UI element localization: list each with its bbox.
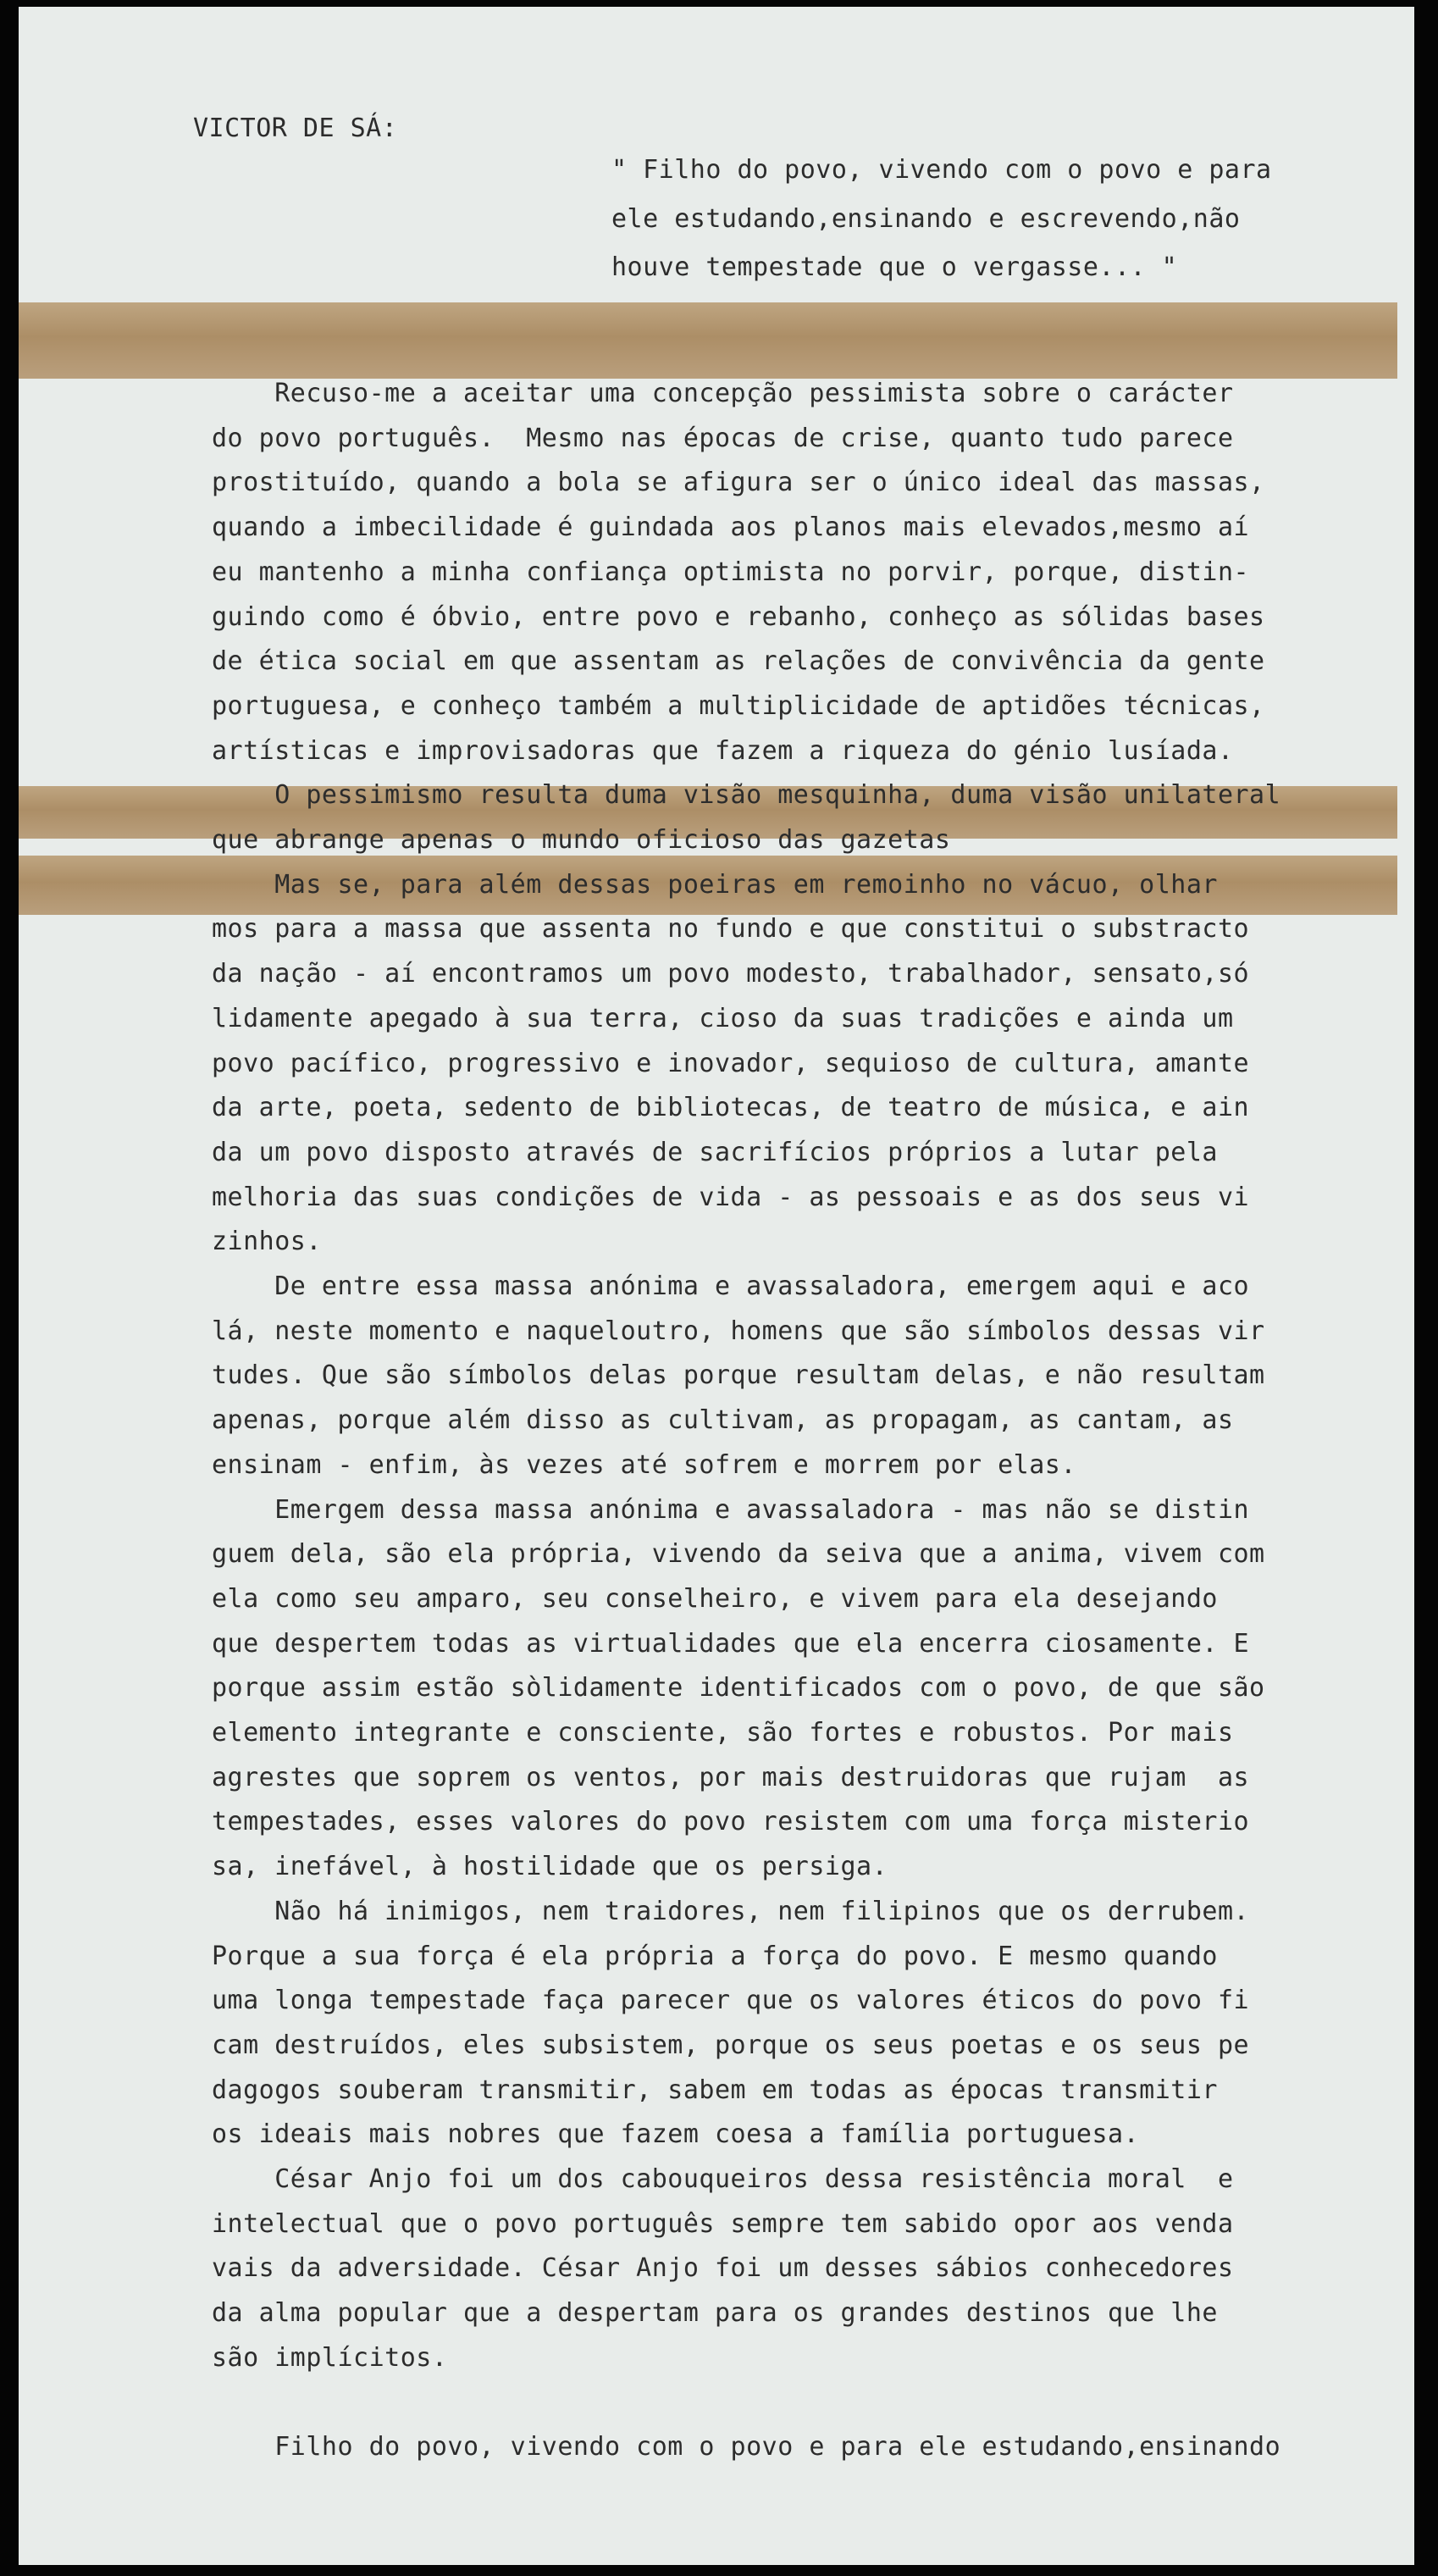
body-line: de ética social em que assentam as relações de convivência da gente	[212, 646, 1265, 676]
body-line: O pessimismo resulta duma visão mesquinha, duma visão unilateral	[212, 780, 1281, 810]
body-line: Não há inimigos, nem traidores, nem filipinos que os derrubem.	[212, 1897, 1250, 1926]
body-line: povo pacífico, progressivo e inovador, sequioso de cultura, amante	[212, 1049, 1250, 1078]
body-line: quando a imbecilidade é guindada aos planos mais elevados,mesmo aí	[212, 512, 1250, 542]
punch-mark	[154, 66, 158, 69]
body-line: da alma popular que a despertam para os grandes destinos que lhe	[212, 2298, 1218, 2328]
body-line: mos para a massa que assenta no fundo e que constitui o substracto	[212, 914, 1250, 944]
body-line: que despertem todas as virtualidades que ela encerra ciosamente. E	[212, 1629, 1250, 1659]
body-line: ela como seu amparo, seu conselheiro, e vivem para ela desejando	[212, 1584, 1218, 1614]
body-line: que abrange apenas o mundo oficioso das gazetas	[212, 825, 951, 855]
body-line: lá, neste momento e naqueloutro, homens que são símbolos dessas vir	[212, 1316, 1265, 1346]
body-line: do povo português. Mesmo nas épocas de crise, quanto tudo parece	[212, 424, 1234, 453]
body-line: Mas se, para além dessas poeiras em remoinho no vácuo, olhar	[212, 870, 1218, 900]
body-line: são implícitos.	[212, 2343, 448, 2373]
body-line: cam destruídos, eles subsistem, porque os seus poetas e os seus pe	[212, 2030, 1250, 2060]
quote-line: ele estudando,ensinando e escrevendo,não	[611, 204, 1241, 234]
body-line: apenas, porque além disso as cultivam, as propagam, as cantam, as	[212, 1405, 1234, 1435]
body-line: agrestes que soprem os ventos, por mais destruidoras que rujam as	[212, 1763, 1250, 1792]
body-line: zinhos.	[212, 1227, 322, 1256]
body-line: uma longa tempestade faça parecer que os valores éticos do povo fi	[212, 1986, 1250, 2015]
body-line: artísticas e improvisadoras que fazem a riqueza do génio lusíada.	[212, 736, 1234, 766]
body-line: guem dela, são ela própria, vivendo da seiva que a anima, vivem com	[212, 1539, 1265, 1569]
body-line: os ideais mais nobres que fazem coesa a família portuguesa.	[212, 2119, 1140, 2149]
body-line: Filho do povo, vivendo com o povo e para ele estudando,ensinando	[212, 2432, 1281, 2462]
punch-mark	[36, 100, 41, 105]
body-line: elemento integrante e consciente, são fortes e robustos. Por mais	[212, 1718, 1234, 1748]
body-line: porque assim estão sòlidamente identificados com o povo, de que são	[212, 1673, 1265, 1703]
body-line: melhoria das suas condições de vida - as pessoais e as dos seus vi	[212, 1183, 1250, 1212]
body-line: prostituído, quando a bola se afigura ser o único ideal das massas,	[212, 468, 1265, 497]
punch-mark	[159, 76, 164, 81]
quote-line: houve tempestade que o vergasse... "	[611, 252, 1178, 282]
body-line: dagogos souberam transmitir, sabem em todas as épocas transmitir	[212, 2075, 1218, 2105]
body-line: lidamente apegado à sua terra, cioso da suas tradições e ainda um	[212, 1004, 1234, 1033]
body-line: tudes. Que são símbolos delas porque resultam delas, e não resultam	[212, 1360, 1265, 1390]
body-line: da arte, poeta, sedento de bibliotecas, de teatro de música, e ain	[212, 1093, 1250, 1122]
body-line: De entre essa massa anónima e avassaladora, emergem aqui e aco	[212, 1271, 1250, 1301]
body-line: vais da adversidade. César Anjo foi um desses sábios conhecedores	[212, 2253, 1234, 2283]
author-heading: VICTOR DE SÁ:	[193, 114, 398, 143]
body-line: tempestades, esses valores do povo resistem com uma força misterio	[212, 1807, 1250, 1836]
body-line: guindo como é óbvio, entre povo e rebanho, conheço as sólidas bases	[212, 602, 1265, 632]
body-line: ensinam - enfim, às vezes até sofrem e morrem por elas.	[212, 1450, 1076, 1480]
body-line: eu mantenho a minha confiança optimista no porvir, porque, distin-	[212, 557, 1250, 587]
body-line: Recuso-me a aceitar uma concepção pessimista sobre o carácter	[212, 379, 1234, 408]
body-line: César Anjo foi um dos cabouqueiros dessa resistência moral e	[212, 2164, 1234, 2194]
body-line: sa, inefável, à hostilidade que os persiga.	[212, 1852, 888, 1881]
body-line: da um povo disposto através de sacrifícios próprios a lutar pela	[212, 1138, 1218, 1167]
body-line: Emergem dessa massa anónima e avassaladora - mas não se distin	[212, 1495, 1250, 1525]
quote-line: " Filho do povo, vivendo com o povo e para	[611, 155, 1272, 185]
adhesive-tape-strip	[19, 302, 1397, 379]
body-line: intelectual que o povo português sempre tem sabido opor aos venda	[212, 2209, 1234, 2239]
body-line: Porque a sua força é ela própria a força do povo. E mesmo quando	[212, 1942, 1218, 1971]
body-line: da nação - aí encontramos um povo modesto, trabalhador, sensato,só	[212, 959, 1250, 989]
body-line: portuguesa, e conheço também a multiplicidade de aptidões técnicas,	[212, 691, 1265, 721]
